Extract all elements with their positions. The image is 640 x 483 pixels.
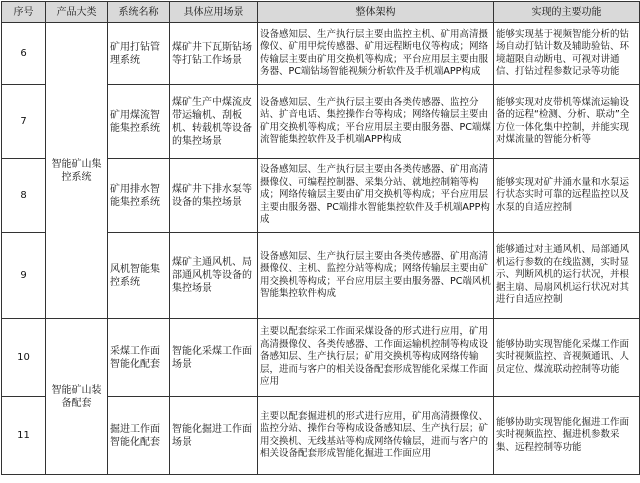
row-architecture: 设备感知层、生产执行层主要由各类传感器、矿用高清摄像仪、主机、监控分站等构成；网络传输层主要由矿用交换机等构成；平台应用层主要由服务器、PC端风机智能集控软件构成 [258,233,494,319]
row-system-name: 矿用煤流智能集控系统 [108,85,170,159]
row-architecture: 主要以配套掘进机的形式进行应用，矿用高清摄像仪、监控分站、操作台等构成设备感知层、生产执行层；矿用交换机、无线基站等构成网络传输层，进而与客户的相关设备配套形成智能化掘进工作面应用 [258,397,494,475]
row-serial-no: 11 [2,397,46,475]
row-scenario: 煤矿井下瓦斯钻场等打钻工作场景 [170,23,258,85]
header-system-name: 系统名称 [108,2,170,23]
header-application-scenario: 具体应用场景 [170,2,258,23]
row-architecture: 设备感知层、生产执行层主要由监控主机、矿用高清摄像仪、矿用甲烷传感器、矿用远程断电仪等构成；网络传输层主要由矿用交换机等构成；平台应用层主要由服务器、PC端钻场智能视频分析软件及手机端APP构成 [258,23,494,85]
row-system-name: 矿用打钻管理系统 [108,23,170,85]
row-functions: 能够协助实现智能化掘进工作面实时视频监控、掘进机参数采集、远程控制等功能 [494,397,640,475]
header-main-functions: 实现的主要功能 [494,2,640,23]
row-functions: 能够实现基于视频智能分析的钻场自动打钻计数及辅助验钻、环境超限自动断电、可视对讲通信、打钻过程参数记录等功能 [494,23,640,85]
row-serial-no: 10 [2,319,46,397]
table-row [2,319,640,397]
row-system-name: 掘进工作面智能化配套 [108,397,170,475]
row-functions: 能够通过对主通风机、局部通风机运行参数的在线监测，实时显示、判断风机的运行状况，并根据主扇、局扇风机运行状况对其进行自适应控制 [494,233,640,319]
header-overall-architecture: 整体架构 [258,2,494,23]
category-cell-equipment: 智能矿山装备配套 [46,319,108,475]
row-scenario: 智能化采煤工作面场景 [170,319,258,397]
row-serial-no: 7 [2,85,46,159]
row-architecture: 设备感知层、生产执行层主要由各类传感器、矿用高清摄像仪、可编程控制器、采集分站、就地控制箱等构成；网络传输层主要由矿用交换机等构成；平台应用层主要由服务器、PC端排水智能集控软件及手机端APP构成 [258,159,494,233]
row-scenario: 智能化掘进工作面场景 [170,397,258,475]
row-system-name: 风机智能集控系统 [108,233,170,319]
row-serial-no: 8 [2,159,46,233]
row-architecture: 设备感知层、生产执行层主要由各类传感器、监控分站、扩音电话、集控操作台等构成；网络传输层主要由矿用交换机等构成；平台应用层主要由服务器、PC端煤流智能集控软件及手机端APP构成 [258,85,494,159]
row-system-name: 矿用排水智能集控系统 [108,159,170,233]
category-cell-control-systems: 智能矿山集控系统 [46,23,108,319]
table-row [2,23,640,85]
table-header-row [2,2,640,23]
row-functions: 能够实现对矿井涌水量和水泵运行状态实时可靠的远程监控以及水泵的自适应控制 [494,159,640,233]
row-serial-no: 9 [2,233,46,319]
row-architecture: 主要以配套综采工作面采煤设备的形式进行应用，矿用高清摄像仪、各类传感器、工作面运输机控制等构成设备感知层、生产执行层；矿用交换机等构成网络传输层，进而与客户的相关设备配套形成智能化采煤工作面应用 [258,319,494,397]
row-scenario: 煤矿井下排水泵等设备的集控场景 [170,159,258,233]
row-functions: 能够实现对皮带机等煤流运输设备的远程“检测、分析、联动”全方位一体化集中控制，并能实现对煤流量的智能分析等 [494,85,640,159]
header-serial-no: 序号 [2,2,46,23]
row-system-name: 采煤工作面智能化配套 [108,319,170,397]
row-scenario: 煤矿主通风机、局部通风机等设备的集控场景 [170,233,258,319]
product-system-table [1,1,640,475]
row-functions: 能够协助实现智能化采煤工作面实时视频监控、音视频通讯、人员定位、煤流联动控制等功能 [494,319,640,397]
row-scenario: 煤矿生产中煤流皮带运输机、刮板机、转载机等设备的集控场景 [170,85,258,159]
header-product-category: 产品大类 [46,2,108,23]
row-serial-no: 6 [2,23,46,85]
